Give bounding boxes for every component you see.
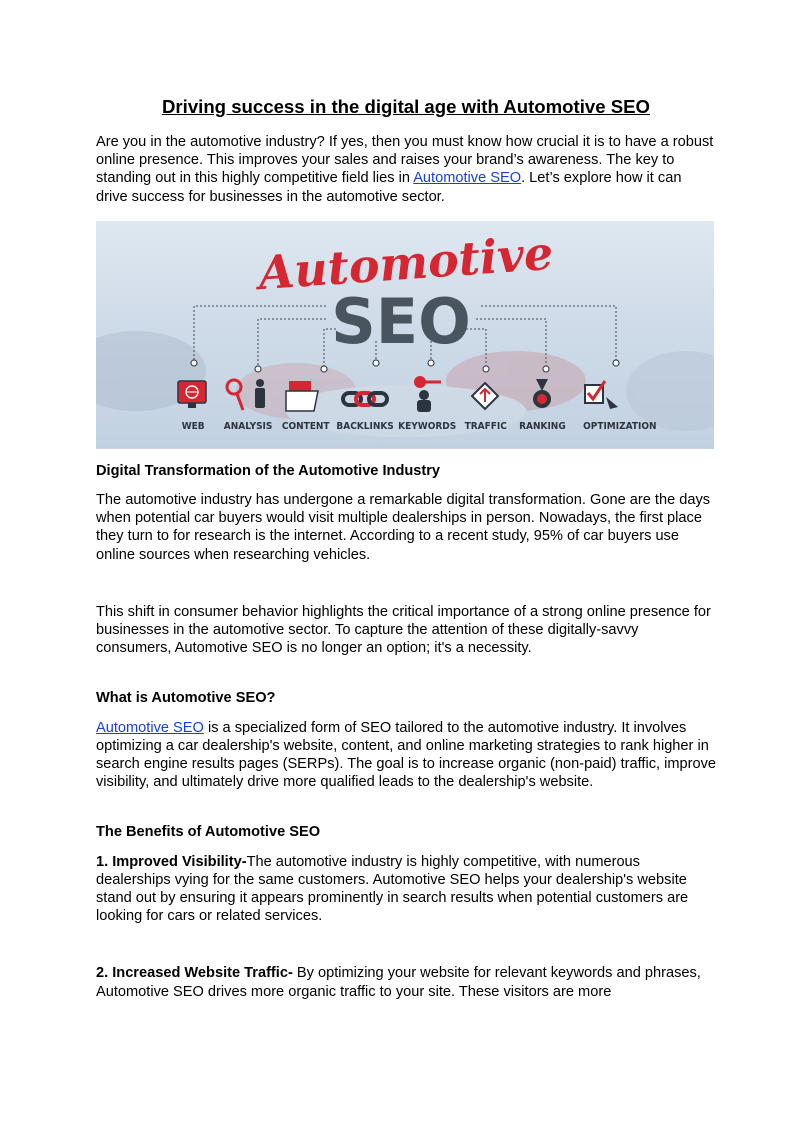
banner-graphic bbox=[96, 221, 714, 449]
automotive-seo-link[interactable]: Automotive SEO bbox=[413, 170, 522, 187]
intro-paragraph bbox=[96, 133, 716, 206]
benefit-2-text: By optimizing your website for relevant keywords and phrases, Automotive SEO drives more organic traffic to your site. These visitors are more bbox=[96, 965, 701, 1000]
intro-text-start: Are you in the automotive industry? If yes, then you must know how crucial it is to have a robust online presence. This improves your sales and raises your brand’s awareness. The key to standing out in this highly competitive field lies in bbox=[96, 134, 714, 187]
paragraph-consumer-shift: This shift in consumer behavior highlights the critical importance of a strong online presence for businesses in the automotive sector. To capture the attention of these digitally-savvy consumers, Automotive SEO is no longer an option; it's a necessity. bbox=[96, 603, 711, 657]
monitor-globe-icon bbox=[178, 381, 206, 408]
section-heading-digital-transformation: Digital Transformation of the Automotive Industry bbox=[96, 462, 441, 479]
benefit-1-text: The automotive industry is highly competitive, with numerous dealerships vying for the same customers. Automotive SEO helps your dealership's website stand out by ensuring it appears prominently in search results when potential customers are looking for cars or related services. bbox=[96, 853, 689, 925]
label-optimization: OPTIMIZATION bbox=[583, 420, 657, 432]
section-heading-benefits: The Benefits of Automotive SEO bbox=[96, 824, 321, 841]
paragraph-what-is-seo bbox=[96, 719, 716, 792]
label-backlinks: BACKLINKS bbox=[336, 420, 394, 432]
section-heading-what-is-seo: What is Automotive SEO? bbox=[96, 690, 276, 707]
label-web: WEB bbox=[181, 420, 205, 432]
benefit-1-title: 1. Improved Visibility- bbox=[96, 853, 247, 870]
page-title: Driving success in the digital age with Automotive SEO bbox=[161, 96, 650, 117]
banner-script-title: Automotive bbox=[256, 225, 555, 301]
intro-text-end: . Let’s explore how it can drive success for businesses in the automotive sector. bbox=[96, 170, 682, 205]
icon-labels bbox=[182, 420, 657, 432]
label-ranking: RANKING bbox=[519, 420, 566, 432]
label-analysis: ANALYSIS bbox=[223, 420, 273, 432]
automotive-seo-banner bbox=[96, 221, 714, 449]
what-is-seo-text: is a specialized form of SEO tailored to the automotive industry. It involves optimizing a car dealership's website, content, and online marketing strategies to rank higher in search engine results pages (SERPs). The goal is to increase organic (non-paid) traffic, improve visibility, and ultimately drive more qualified leads to the dealership's website. bbox=[96, 719, 716, 791]
benefit-2-title: 2. Increased Website Traffic- bbox=[96, 965, 293, 982]
benefit-improved-visibility bbox=[96, 853, 716, 926]
label-content: CONTENT bbox=[281, 420, 330, 432]
label-keywords: KEYWORDS bbox=[398, 420, 457, 432]
label-traffic: TRAFFIC bbox=[464, 420, 507, 432]
automotive-seo-link-2[interactable]: Automotive SEO bbox=[96, 719, 204, 736]
checkbox-cursor-icon bbox=[585, 381, 618, 409]
benefit-increased-traffic bbox=[96, 964, 716, 1000]
document-page bbox=[96, 96, 716, 1001]
paragraph-digital-transformation: The automotive industry has undergone a remarkable digital transformation. Gone are the days when potential car buyers would visit multiple dealerships in person. Nowadays, the first place they turn to for research is the internet. According to a recent study, 95% of car buyers use online sources when researching vehicles. bbox=[96, 492, 711, 563]
banner-seo-title: SEO bbox=[331, 284, 471, 358]
